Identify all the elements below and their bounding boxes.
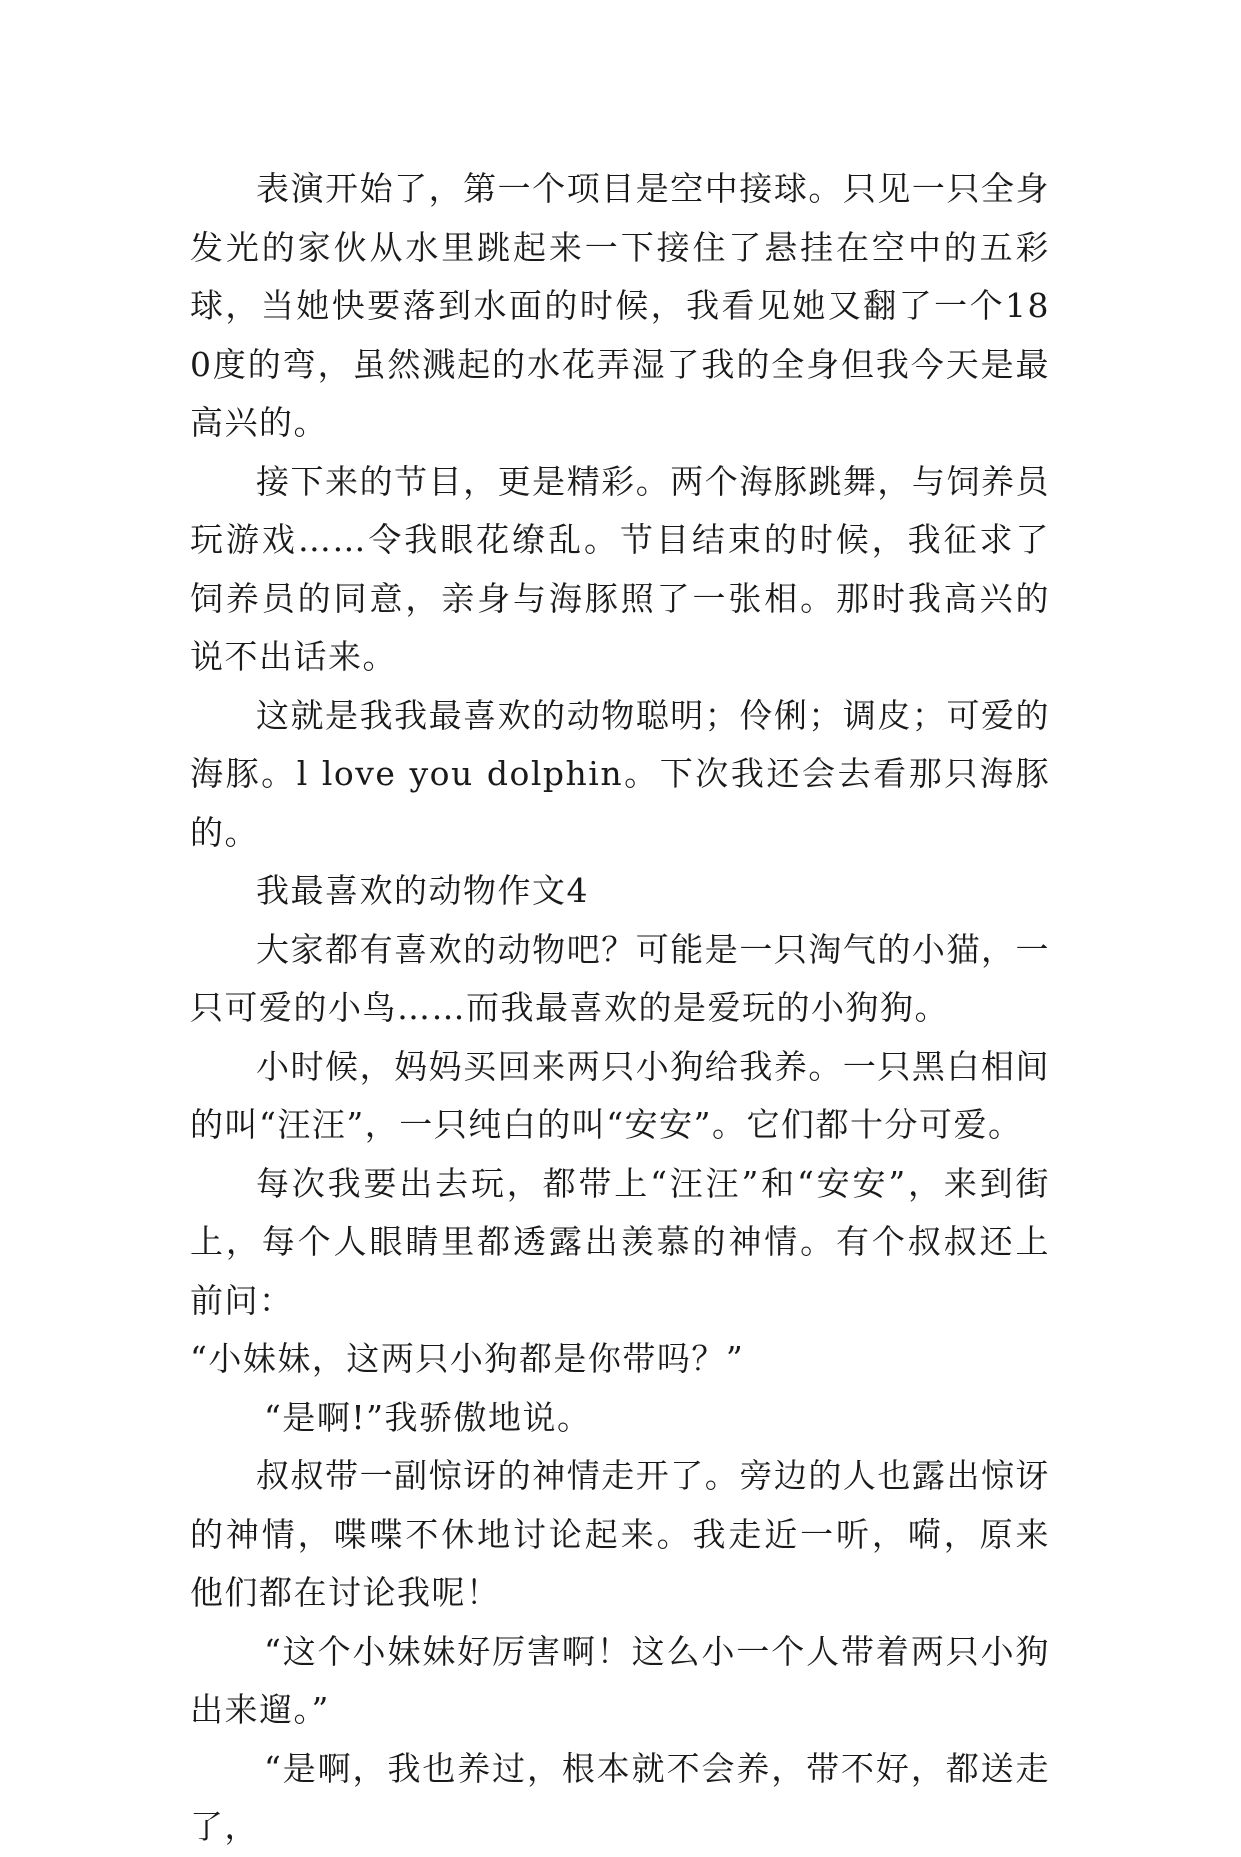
dialogue-line: “是啊!”我骄傲地说。	[264, 1397, 592, 1437]
dialogue-line: “小妹妹，这两只小狗都是你带吗？”	[190, 1339, 745, 1378]
paragraph: 这就是我我最喜欢的动物聪明；伶俐；调皮；可爱的海豚。l love you dolphin。下次我还会去看那只海豚的。	[190, 695, 1050, 852]
paragraph: 接下来的节目，更是精彩。两个海豚跳舞，与饲养员玩游戏……令我眼花缭乱。节目结束的时候，我征求了饲养员的同意，亲身与海豚照了一张相。那时我高兴的说不出话来。	[190, 461, 1050, 676]
document-body	[190, 160, 1050, 1857]
paragraph: 大家都有喜欢的动物吧？可能是一只淘气的小猫，一只可爱的小鸟……而我最喜欢的是爱玩的小狗狗。	[190, 929, 1050, 1027]
paragraph: 叔叔带一副惊讶的神情走开了。旁边的人也露出惊讶的神情，喋喋不休地讨论起来。我走近一听，嗬，原来他们都在讨论我呢！	[190, 1456, 1050, 1612]
dialogue-line: “这个小妹妹好厉害啊！这么小一个人带着两只小狗出来遛。”	[190, 1631, 1050, 1729]
paragraph: 每次我要出去玩，都带上“汪汪”和“安安”，来到街上，每个人眼睛里都透露出羡慕的神情。有个叔叔还上前问：	[190, 1163, 1050, 1320]
paragraph: 小时候，妈妈买回来两只小狗给我养。一只黑白相间的叫“汪汪”，一只纯白的叫“安安”。它们都十分可爱。	[190, 1046, 1050, 1144]
dialogue-line: “是啊，我也养过，根本就不会养，带不好，都送走了，	[190, 1748, 1050, 1846]
paragraph: 表演开始了，第一个项目是空中接球。只见一只全身发光的家伙从水里跳起来一下接住了悬挂在空中的五彩球，当她快要落到水面的时候，我看见她又翻了一个180度的弯，虽然溅起的水花弄湿了我的全身但我今天是最高兴的。	[190, 169, 1050, 442]
section-heading: 我最喜欢的动物作文4	[256, 871, 589, 910]
